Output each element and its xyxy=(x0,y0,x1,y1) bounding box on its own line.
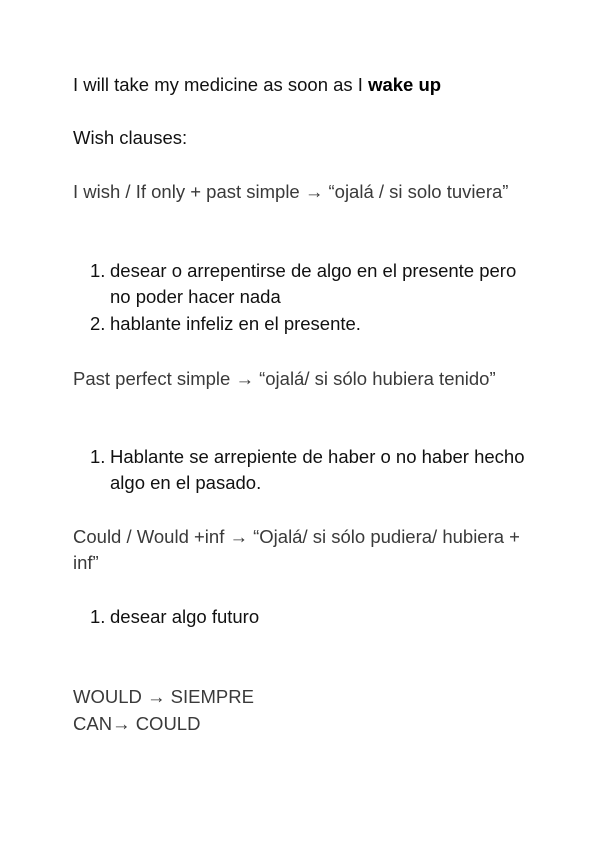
heading-wish-clauses: Wish clauses: xyxy=(73,127,188,148)
list-number: 2. xyxy=(90,313,106,334)
rule-past-perfect: Past perfect simple → “ojalá/ si sólo hubiera tenido” xyxy=(73,368,496,389)
list-text: desear algo futuro xyxy=(110,606,260,627)
list-past-simple xyxy=(90,258,530,337)
sentence-text: I will take my medicine as soon as I xyxy=(73,74,369,95)
bold-phrase: wake up xyxy=(368,74,442,95)
list-item xyxy=(90,604,530,630)
list-number: 1. xyxy=(90,606,106,627)
list-past-perfect xyxy=(90,444,530,496)
note-can: CAN→ COULD xyxy=(73,713,201,734)
list-number: 1. xyxy=(90,260,106,281)
list-item xyxy=(90,311,530,337)
list-item xyxy=(90,444,530,496)
sentence-medicine xyxy=(73,72,441,98)
list-text: Hablante se arrepiente de haber o no haber hecho algo en el pasado. xyxy=(110,446,525,493)
list-number: 1. xyxy=(90,446,106,467)
rule-could-would: Could / Would +inf → “Ojalá/ si sólo pudiera/ hubiera + inf” xyxy=(73,526,520,573)
rule-past-simple: I wish / If only + past simple → “ojalá / si solo tuviera” xyxy=(73,181,509,202)
note-would: WOULD → SIEMPRE xyxy=(73,686,254,707)
list-item xyxy=(90,258,530,310)
list-could-would xyxy=(90,604,530,630)
list-text: hablante infeliz en el presente. xyxy=(110,313,361,334)
list-text: desear o arrepentirse de algo en el presente pero no poder hacer nada xyxy=(110,260,517,307)
